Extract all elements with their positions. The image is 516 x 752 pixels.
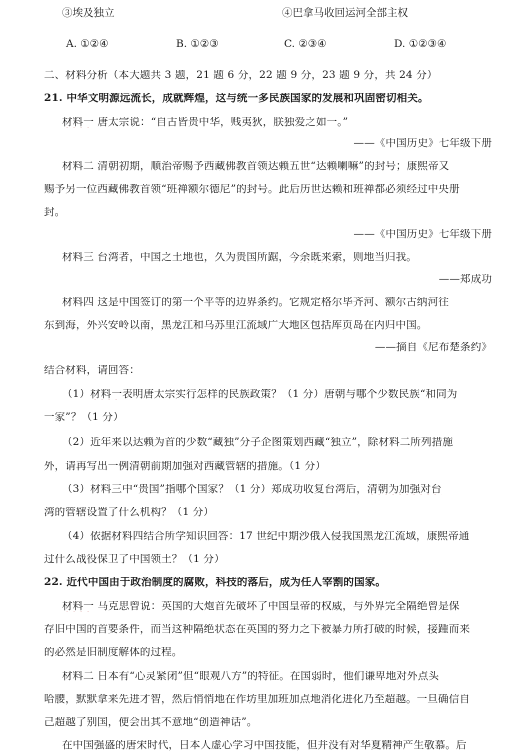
q22-material-1 — [62, 601, 496, 612]
q21-sub3-text: （3）材料三中“贵国”指哪个国家？（1 分）郑成功收复台湾后， — [62, 484, 368, 495]
q21-m4-source: ——摘自《尼布楚条约》 — [374, 342, 492, 353]
q22-title: 22. 近代中国由于政治制度的腐败，科技的落后，成为任人宰割的国家。 — [44, 577, 387, 588]
q21-m2-source: ——《中国历史》七年级下册 — [353, 229, 492, 240]
q21-sub1-line1 — [62, 389, 496, 400]
q21-m3-part-a: 材料三 台湾者，中国之土地也，久为贵国所踞， — [62, 252, 290, 263]
option-3: ③埃及独立 — [62, 7, 115, 19]
choice-b: B. ①②③ — [176, 38, 219, 50]
q21-material-1 — [62, 117, 496, 128]
q21-m2-line1: 材料二 清朝初期，顺治帝赐予西藏佛教首领达赖五世“达赖喇嘛”的封号；康熙帝又 — [62, 161, 450, 172]
q21-title: 21. 中华文明源远流长，成就辉煌，这与统一多民族国家的发展和巩固密切相关。 — [44, 93, 429, 104]
option-4: ④巴拿马收回运河全部主权 — [282, 7, 408, 19]
q21-sub1-ref: 材料一 — [90, 389, 123, 400]
q22-m1-line2: 存旧中国的首要条件，而当这种隔绝状态在英国的努力之下被暴力所打破的时候，接踵而来 — [44, 624, 470, 635]
q21-m2-line2: 赐予另一位西藏佛教首领“班禅额尔德尼”的封号。此后历世达赖和班禅都必须经过中央册 — [44, 184, 460, 195]
section-2-title: 二、材料分析（本大题共 3 题，21 题 6 分，22 题 9 分，23 题 9 分，共 24 分） — [44, 70, 438, 81]
q21-sub2-line2: 外，请再写出一例清朝前期加强对西藏管辖的措施。（1 分） — [44, 461, 326, 472]
q21-m3-part-b: 今余既来索 — [289, 252, 343, 263]
q21-sub1-text: 表明唐太宗实行怎样的民族政策？（1 分）唐朝与哪个少数民族“和同为 — [122, 389, 458, 400]
q22-m1-line3: 的必然是旧制度解体的过程。 — [44, 647, 183, 658]
q22-m2-line3: 己超越了别国，便会出其不意地“创造神话”。 — [44, 717, 258, 728]
q21-sub1-line2: 一家”？（1 分） — [44, 412, 124, 423]
q21-m3-source: ——郑成功 — [438, 274, 492, 285]
q21-sub4-line2: 过什么战役保卫了中国领土？（1 分） — [44, 554, 225, 565]
q21-sub3-line2: 湾的管辖设置了什么机构？（1 分） — [44, 507, 215, 518]
q21-sub3-line1 — [62, 484, 496, 495]
q21-m4-line1: 材料四 这是中国签订的第一个平等的边界条约。它规定格尔毕齐河、额尔古纳河往 — [62, 297, 449, 308]
q21-material-3 — [62, 252, 496, 263]
q21-sub4-line1: （4）依据材料四结合所学知识回答：17 世纪中期沙俄入侵我国黑龙江流域，康熙帝通 — [62, 531, 470, 542]
q22-m1-label: 材料一 — [62, 601, 94, 612]
q21-m3-part-c: ，则地当归我。 — [342, 252, 417, 263]
choice-d: D. ①②③④ — [394, 38, 447, 50]
choice-c: C. ②③④ — [284, 38, 327, 50]
q21-sub3-underlined: 清朝为加强对台 — [367, 484, 442, 495]
q21-m1-source: ——《中国历史》七年级下册 — [353, 138, 492, 149]
q22-m2-line4: 在中国强盛的唐宋时代，日本人虚心学习中国技能，但并没有对华夏精神产生敬慕。后 — [62, 740, 467, 751]
q22-m2-line1: 材料二 日本有“心灵紧闭”但“眼观八方”的特征。在国弱时，他们谦卑地对外点头 — [62, 671, 440, 682]
q21-prompt: 结合材料，请回答： — [44, 365, 140, 376]
q21-m1-text: 唐太宗说：“自古皆贵中华，贱夷狄，朕独爱之如一。” — [93, 117, 349, 128]
q22-m2-line2: 哈腰，默默拿来先进才智，然后悄悄地在作坊里加班加点地消化进化乃至超越。一旦确信自 — [44, 694, 470, 705]
choice-a: A. ①②④ — [66, 38, 109, 50]
q21-sub1-num: （1） — [62, 389, 91, 400]
q22-m1-text: 马克思曾说：英国的大炮首先破坏了中国皇帝的权威，与外界完全隔绝曾是保 — [93, 601, 460, 612]
q21-sub2-line1: （2）近年来以达赖为首的少数“藏独”分子企图策划西藏“独立”，除材料二所列措施 — [62, 437, 454, 448]
q21-m1-label: 材料一 — [62, 117, 94, 128]
q21-m2-line3: 封。 — [44, 207, 66, 218]
q21-m4-line2: 东到海，外兴安岭以南，黑龙江和乌苏里江流域广大地区包括库页岛在内归中国。 — [44, 320, 428, 331]
